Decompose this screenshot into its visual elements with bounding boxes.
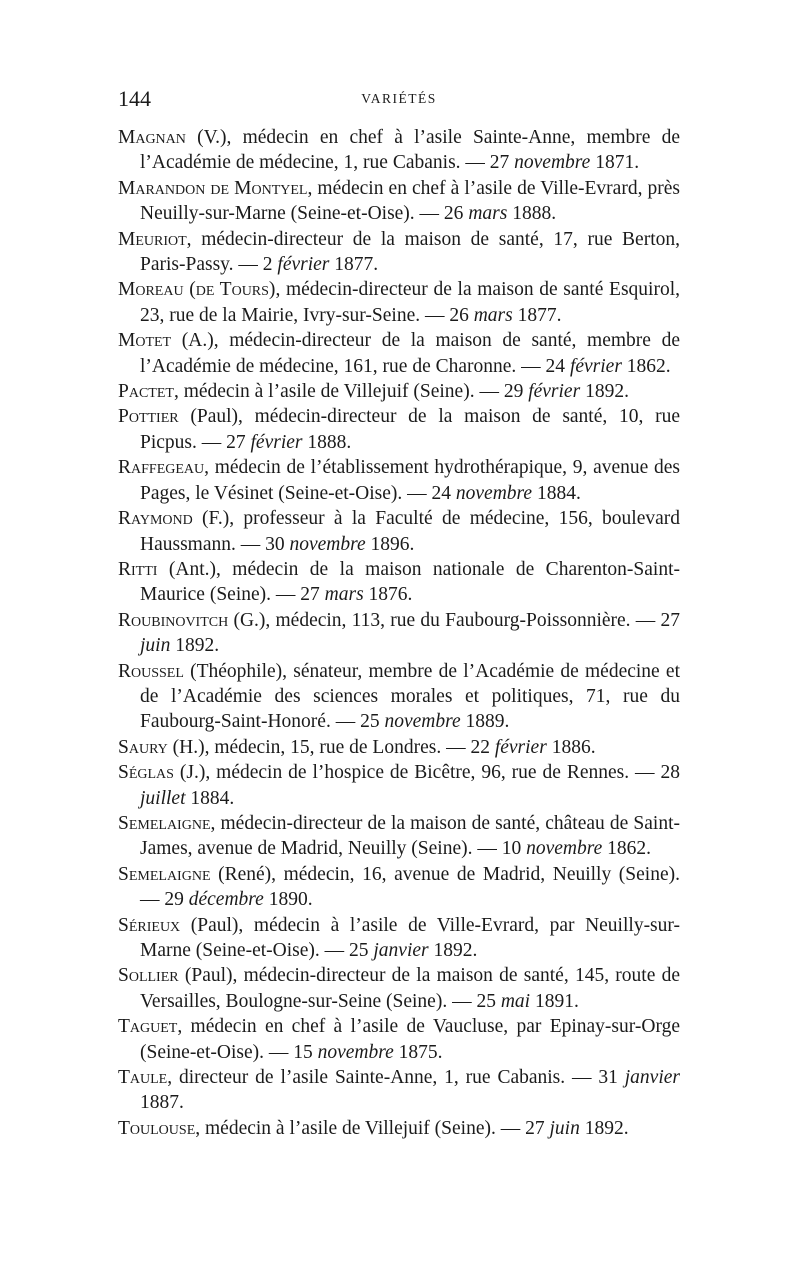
list-item <box>118 1065 680 1116</box>
entry-year: 1886. <box>546 736 596 758</box>
entry-name: Ritti <box>118 558 158 580</box>
entry-date-month: janvier <box>624 1067 680 1089</box>
list-item <box>118 862 680 913</box>
entry-text: (F.), professeur à la Faculté de médecine, 156, boulevard Haussmann. — 30 <box>140 508 680 555</box>
entry-name: Semelaigne <box>118 812 211 834</box>
list-item <box>118 227 680 278</box>
entry-name: Meuriot <box>118 228 187 250</box>
entry-name: Sollier <box>118 965 179 987</box>
entry-year: 1877. <box>512 304 562 326</box>
entry-year: 1889. <box>460 711 510 733</box>
entry-name: Sérieux <box>118 914 181 936</box>
entry-year: 1877. <box>329 254 379 276</box>
entry-date-month: mai <box>500 990 531 1012</box>
entry-text: (Paul), médecin-directeur de la maison de santé, 10, rue Picpus. — 27 <box>140 406 680 453</box>
entry-name: Raymond <box>118 508 193 530</box>
list-item <box>118 608 680 659</box>
entry-name: Séglas <box>118 762 174 784</box>
list-item <box>118 811 680 862</box>
entry-year: 1862. <box>602 838 652 860</box>
entry-text: , directeur de l’asile Sainte-Anne, 1, rue Cabanis. — 31 <box>167 1067 625 1089</box>
entry-year: 1871. <box>590 152 640 174</box>
page-number: 144 <box>118 86 151 111</box>
entry-name: Pottier <box>118 406 179 428</box>
entry-date-month: novembre <box>289 533 366 555</box>
entry-name: Moreau (de Tours) <box>118 279 276 301</box>
entry-text: (Théophile), sénateur, membre de l’Académie de médecine et de l’Académie des sciences morales et politiques, 71, rue du Faubourg-Saint-Honoré. — 25 <box>140 660 680 733</box>
list-item <box>118 328 680 379</box>
list-item <box>118 404 680 455</box>
entry-date-month: mars <box>473 304 513 326</box>
list-item <box>118 455 680 506</box>
entry-text: , médecin à l’asile de Villejuif (Seine). — 29 <box>173 381 529 403</box>
page-header <box>118 86 680 120</box>
entry-name: Magnan <box>118 127 186 148</box>
entry-text: (J.), médecin de l’hospice de Bicêtre, 96, rue de Rennes. — 28 <box>173 762 680 784</box>
entry-text: (Paul), médecin-directeur de la maison de santé, 145, route de Versailles, Boulogne-sur-Seine (Seine). — 25 <box>140 965 680 1012</box>
entry-year: 1862. <box>621 355 671 377</box>
entry-name: Motet <box>118 330 172 352</box>
entry-text: (Paul), médecin à l’asile de Ville-Evrard, par Neuilly-sur-Marne (Seine-et-Oise). — 25 <box>140 914 680 961</box>
entry-date-month: février <box>569 355 622 377</box>
entry-date-month: février <box>277 254 330 276</box>
list-item <box>118 379 680 404</box>
entry-date-month: novembre <box>317 1041 394 1063</box>
entry-year: 1888. <box>507 203 557 225</box>
running-title: VARIÉTÉS <box>361 91 437 106</box>
entry-date-month: juin <box>140 635 171 657</box>
entry-date-month: février <box>250 431 303 453</box>
entry-text: , médecin-directeur de la maison de santé, 17, rue Berton, Paris-Passy. — 2 <box>140 228 680 276</box>
entry-date-month: février <box>494 736 547 758</box>
entry-year: 1892. <box>428 940 478 961</box>
entry-text: , médecin de l’établissement hydrothérapique, 9, avenue des Pages, le Vésinet (Seine-et-Oise). — 24 <box>140 457 680 504</box>
entry-year: 1875. <box>393 1041 443 1063</box>
list-item <box>118 913 680 964</box>
entry-year: 1892. <box>580 381 629 403</box>
entry-name: Pactet <box>118 381 174 403</box>
entry-year: 1891. <box>530 990 579 1012</box>
entry-year: 1892. <box>170 635 220 657</box>
entry-text: , médecin-directeur de la maison de santé, château de Saint-James, avenue de Madrid, Neuilly (Seine). — 10 <box>140 812 680 860</box>
entry-date-month: février <box>528 381 581 403</box>
entry-year: 1884. <box>532 482 581 504</box>
list-item <box>118 176 680 227</box>
entry-date-month: mars <box>324 584 364 606</box>
entry-date-month: décembre <box>188 889 264 911</box>
entry-name: Roussel <box>118 660 184 682</box>
list-item <box>118 760 680 811</box>
entry-name: Roubinovitch <box>118 609 229 631</box>
entry-name: Saury <box>118 736 168 758</box>
entry-year: 1887. <box>140 1092 184 1114</box>
entry-text: (Ant.), médecin de la maison nationale de Charenton-Saint-Maurice (Seine). — 27 <box>140 558 680 606</box>
entry-name: Semelaigne <box>118 863 211 885</box>
entry-text: (G.), médecin, 113, rue du Faubourg-Poissonnière. — 27 <box>228 609 680 631</box>
entry-text: (A.), médecin-directeur de la maison de santé, membre de l’Académie de médecine, 161, rue de Charonne. — 24 <box>140 330 680 377</box>
list-item <box>118 735 680 760</box>
entry-text: (V.), médecin en chef à l’asile Sainte-Anne, membre de l’Académie de médecine, 1, rue Cabanis. — 27 <box>140 127 680 174</box>
entry-text: (H.), médecin, 15, rue de Londres. — 22 <box>167 736 495 758</box>
entry-date-month: novembre <box>384 711 461 733</box>
entry-text: , médecin à l’asile de Villejuif (Seine). — 27 <box>195 1117 550 1139</box>
entry-name: Taule <box>118 1067 168 1089</box>
entry-text: , médecin-directeur de la maison de santé Esquirol, 23, rue de la Mairie, Ivry-sur-Seine. — 26 <box>140 279 680 326</box>
entry-year: 1888. <box>302 431 352 453</box>
entry-name: Marandon de Montyel <box>118 177 308 199</box>
list-item <box>118 125 680 176</box>
entry-text: (René), médecin, 16, avenue de Madrid, Neuilly (Seine). — 29 <box>140 863 680 911</box>
list-item <box>118 1014 680 1065</box>
entry-date-month: mars <box>468 203 508 225</box>
list-item <box>118 557 680 608</box>
entry-date-month: juillet <box>140 787 186 809</box>
entry-text: , médecin en chef à l’asile de Ville-Evrard, près Neuilly-sur-Marne (Seine-et-Oise). — 26 <box>140 177 680 225</box>
entry-name: Taguet <box>118 1016 178 1038</box>
entry-date-month: novembre <box>526 838 603 860</box>
entry-date-month: juin <box>549 1117 580 1139</box>
entry-text: , médecin en chef à l’asile de Vaucluse, par Epinay-sur-Orge (Seine-et-Oise). — 15 <box>140 1016 680 1063</box>
entry-name: Raffegeau <box>118 457 205 479</box>
list-item <box>118 963 680 1014</box>
list-item <box>118 1116 680 1141</box>
entry-date-month: janvier <box>373 940 429 961</box>
entry-date-month: novembre <box>514 152 591 174</box>
entry-year: 1896. <box>365 533 415 555</box>
entry-list <box>118 125 680 1141</box>
list-item <box>118 659 680 735</box>
list-item <box>118 506 680 557</box>
entry-year: 1876. <box>363 584 413 606</box>
entry-name: Toulouse <box>118 1117 196 1139</box>
entry-year: 1884. <box>185 787 235 809</box>
entry-date-month: novembre <box>455 482 533 504</box>
entry-year: 1892. <box>579 1117 629 1139</box>
entry-year: 1890. <box>263 889 313 911</box>
list-item <box>118 277 680 328</box>
